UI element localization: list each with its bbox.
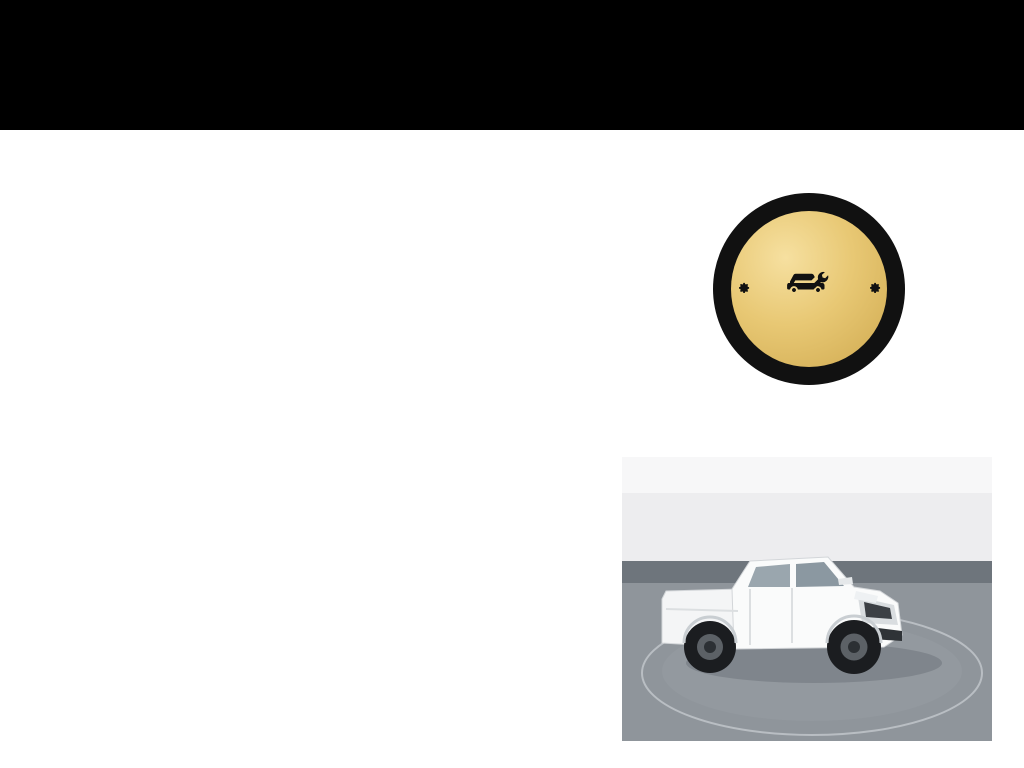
- list-item: [0, 580, 620, 670]
- car-wrench-icon: [784, 268, 834, 300]
- certified-preowned-badge: [713, 193, 905, 385]
- list-item: [0, 670, 620, 760]
- badge-center-content: [713, 193, 905, 385]
- list-item: [0, 400, 620, 490]
- header-bar: [0, 0, 1024, 130]
- list-item: [0, 490, 620, 580]
- list-item: [0, 220, 620, 310]
- list-item: [0, 310, 620, 400]
- vehicle-photo: [622, 457, 992, 741]
- list-item: [0, 130, 620, 220]
- feature-list: [0, 130, 620, 760]
